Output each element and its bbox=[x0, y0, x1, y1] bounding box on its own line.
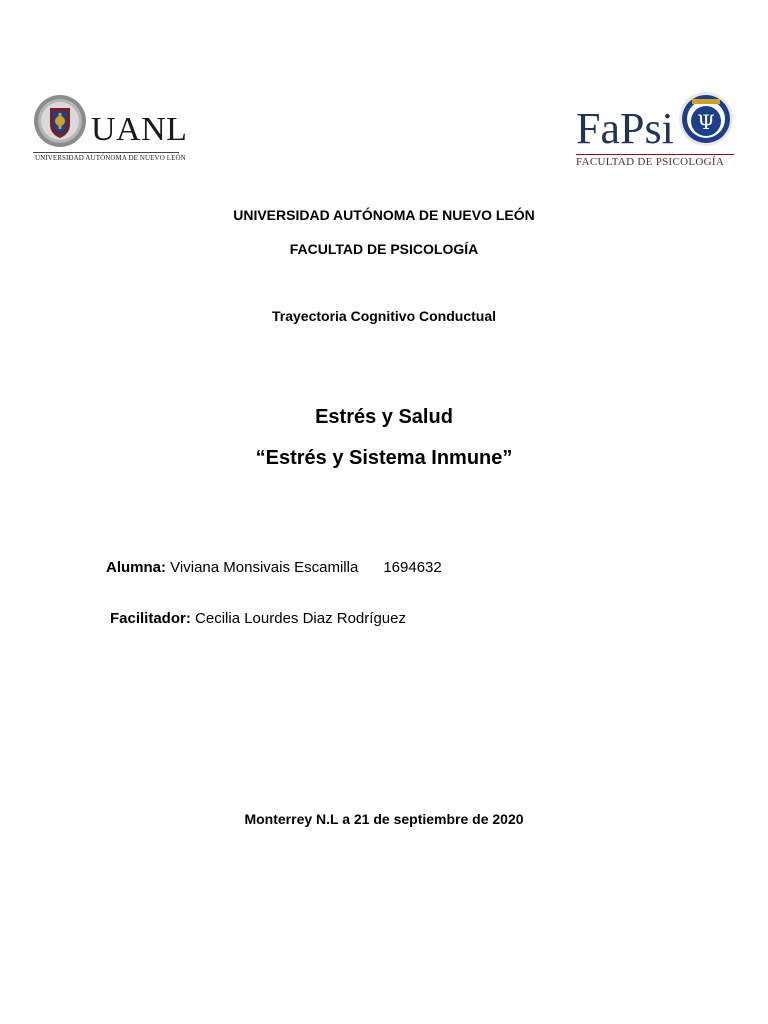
faculty-name: FACULTAD DE PSICOLOGÍA bbox=[289, 241, 479, 257]
uanl-divider bbox=[33, 152, 179, 153]
student-name: Viviana Monsivais Escamilla bbox=[170, 559, 359, 576]
student-id: 1694632 bbox=[383, 559, 442, 576]
university-name: UNIVERSIDAD AUTÓNOMA DE NUEVO LEÓN bbox=[233, 207, 535, 223]
student-label: Alumna: bbox=[106, 559, 166, 576]
fapsi-logo bbox=[574, 88, 740, 168]
fapsi-wordmark: FaPsi bbox=[576, 104, 674, 153]
uanl-logo bbox=[33, 94, 188, 164]
place-date: Monterrey N.L a 21 de septiembre de 2020 bbox=[244, 811, 524, 827]
uanl-seal-icon bbox=[33, 94, 87, 148]
facilitator-label: Facilitador: bbox=[110, 610, 191, 627]
subject-title: Estrés y Salud bbox=[315, 406, 453, 428]
track-name: Trayectoria Cognitivo Conductual bbox=[271, 308, 497, 324]
fapsi-subtitle: FACULTAD DE PSICOLOGÍA bbox=[576, 156, 725, 165]
uanl-subtitle: UNIVERSIDAD AUTÓNOMA DE NUEVO LEÓN bbox=[35, 154, 186, 162]
facilitator-name: Cecilia Lourdes Diaz Rodríguez bbox=[195, 610, 406, 627]
facilitator-line bbox=[110, 610, 406, 627]
topic-title: “Estrés y Sistema Inmune” bbox=[255, 447, 513, 469]
uanl-wordmark: UANL bbox=[91, 111, 188, 148]
fapsi-shield-icon bbox=[678, 90, 734, 148]
student-line bbox=[106, 559, 442, 576]
psi-symbol: Ψ bbox=[697, 110, 715, 134]
